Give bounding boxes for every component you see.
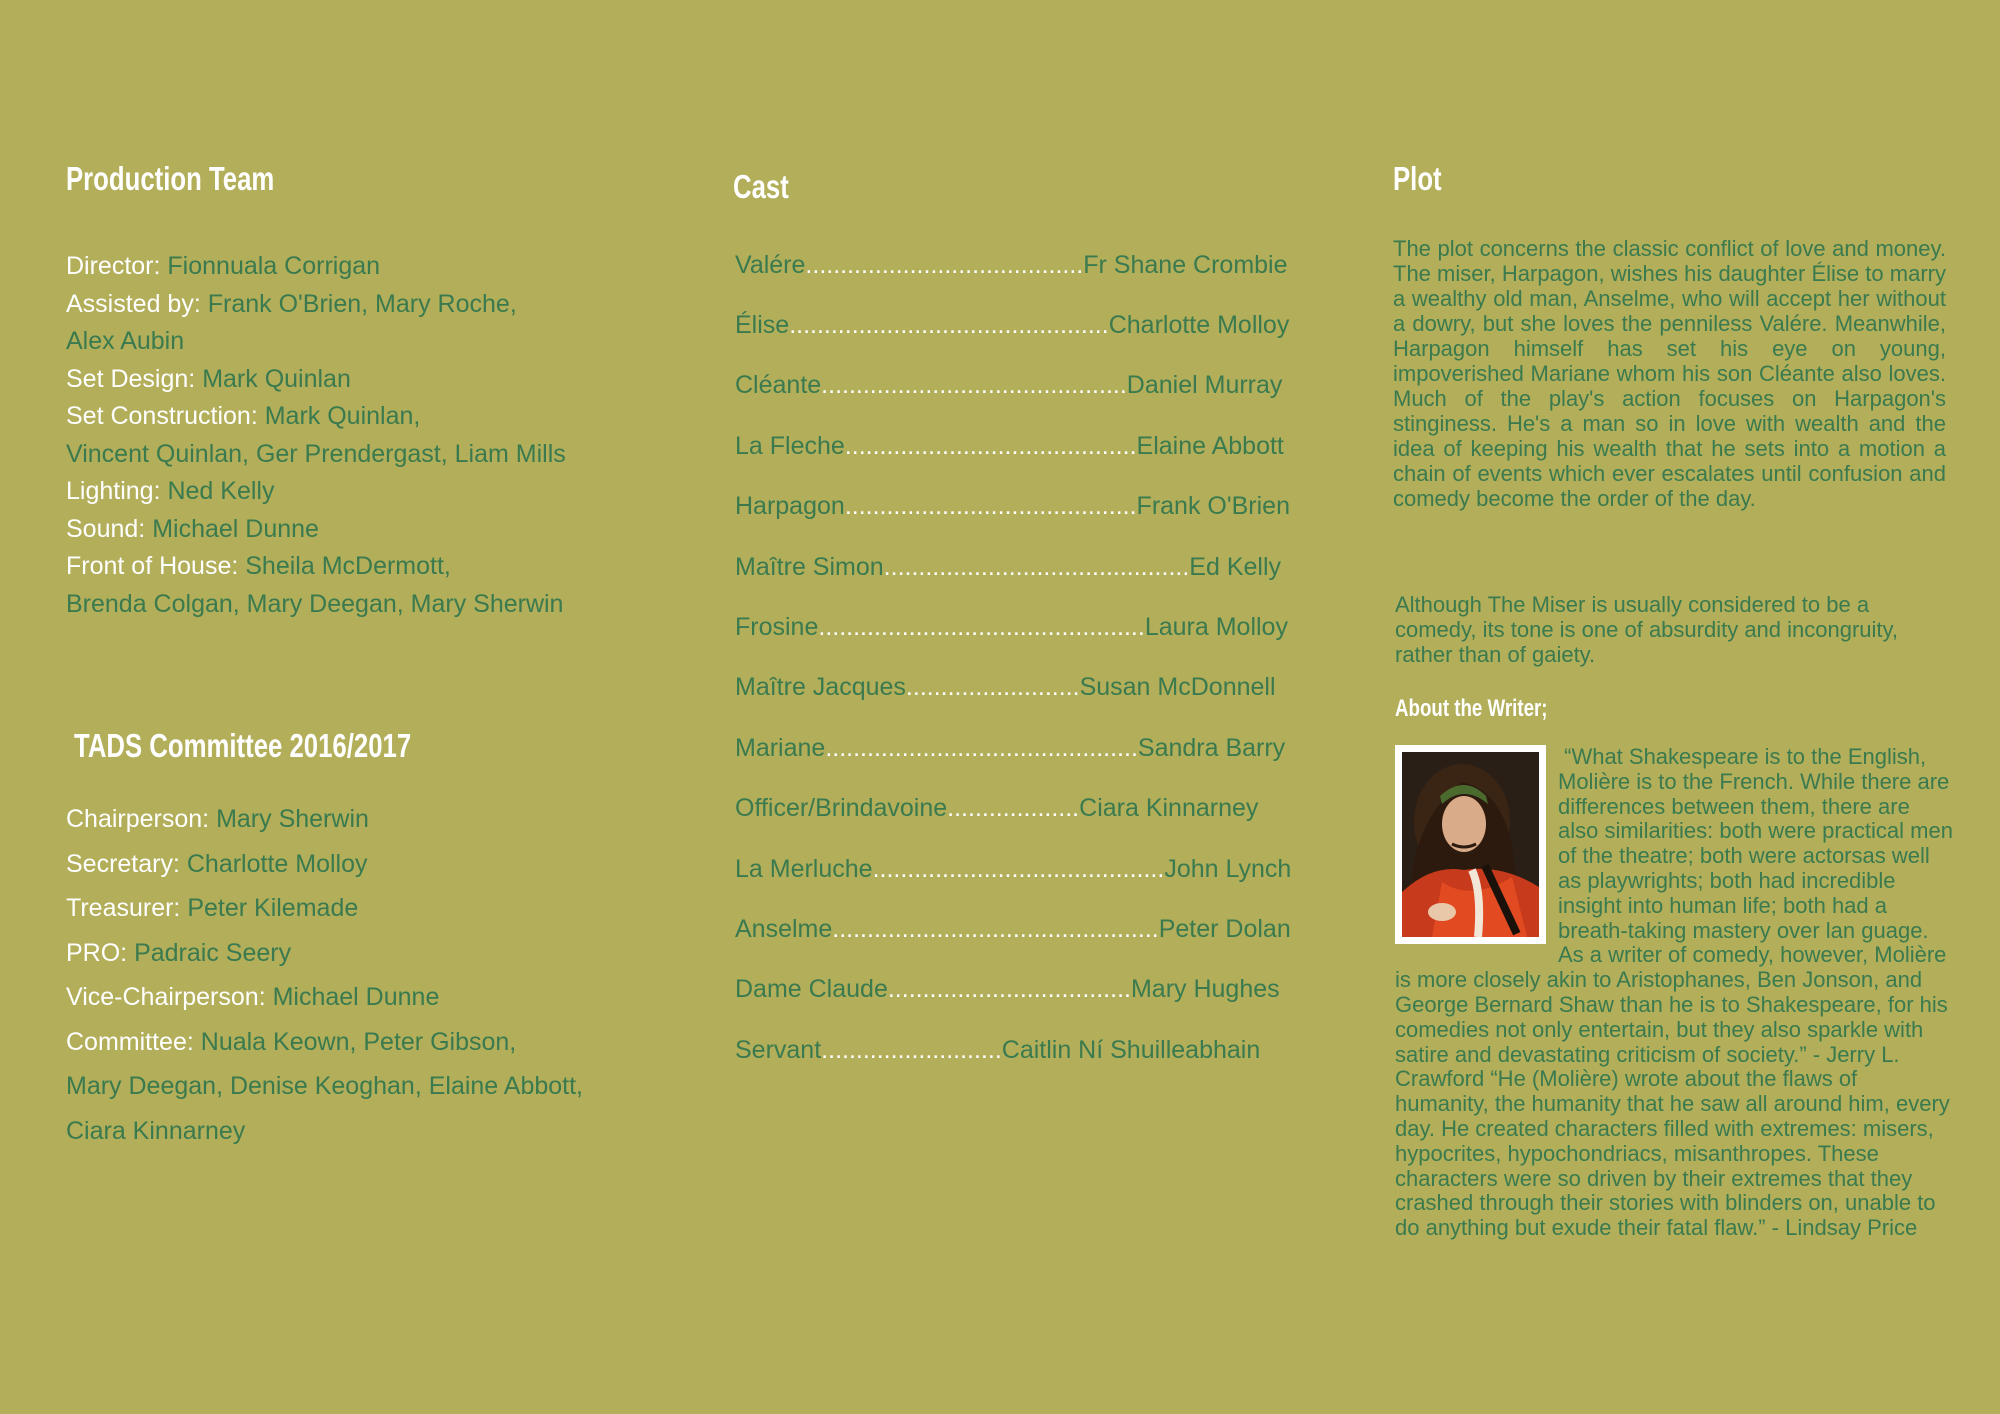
cast-dot-leader: ................... (947, 794, 1080, 823)
production-line-value: Sheila McDermott, (245, 552, 451, 580)
cast-row (735, 597, 1295, 657)
cast-dot-leader: ............................................... (832, 914, 1159, 943)
production-line (66, 548, 626, 586)
plot-paragraph: The plot concerns the classic conflict of love and money. The miser, Harpagon, wishes his daughter Élise to marry a wealthy old man, Anselme, who will accept her without a dowry, but she loves the penniless Valére. Meanwhile, Harpagon himself has set his eye on young, impoverished Mariane whom his son Cléante also loves. Much of the play's action focuses on Harpagon's stinginess. He's a man so in love with wealth and the idea of keeping his wealth that he sets into a motion a chain of events which ever escalates until confusion and comedy become the order of the day. (1393, 236, 1946, 511)
cast-dot-leader: ........................................ (805, 250, 1084, 279)
cast-row (735, 537, 1295, 597)
cast-dot-leader: .......................................... (844, 492, 1137, 521)
cast-row (735, 718, 1295, 778)
committee-list (66, 797, 666, 1153)
cast-role: Valére (735, 250, 806, 279)
production-line (66, 323, 626, 361)
cast-row (735, 416, 1295, 476)
cast-role: Cléante (735, 371, 822, 400)
production-line-value: Fionnuala Corrigan (167, 252, 381, 280)
cast-actor: Ed Kelly (1189, 552, 1282, 581)
committee-line-value: Mary Deegan, Denise Keoghan, Elaine Abbott, (66, 1072, 584, 1100)
committee-line (66, 797, 666, 842)
cast-row (735, 899, 1295, 959)
cast-row (735, 295, 1295, 355)
cast-actor: Daniel Murray (1126, 371, 1283, 400)
cast-actor: Sandra Barry (1137, 733, 1286, 762)
about-writer-heading: About the Writer; (1395, 695, 1548, 722)
committee-line-value: Michael Dunne (272, 983, 440, 1011)
production-line-label: Lighting: (66, 477, 168, 505)
committee-line-value: Mary Sherwin (216, 805, 369, 833)
cast-row (735, 960, 1295, 1020)
cast-heading: Cast (733, 168, 789, 205)
plot-heading: Plot (1393, 160, 1442, 197)
cast-dot-leader: ............................................... (818, 613, 1145, 642)
cast-role: Servant (735, 1035, 822, 1064)
cast-row (735, 235, 1295, 295)
committee-line (66, 975, 666, 1020)
cast-actor: Peter Dolan (1158, 914, 1291, 943)
production-line-value: Vincent Quinlan, Ger Prendergast, Liam Mills (66, 439, 566, 468)
production-line (66, 398, 626, 436)
cast-role: Mariane (735, 733, 826, 762)
about-writer-text: “What Shakespeare is to the English, Molière is to the French. While there are differences between them, there are also similarities: both were practical men of the theatre; both were actorsas well as playwrights; both had incredible insight into human life; both had a breath-taking mastery over lan guage. As a writer of comedy, however, Molière is more closely akin to Aristophanes, Ben Jonson, and George Bernard Shaw than he is to Shakespeare, for his comedies not only entertain, but they also sparkle with satire and devastating criticism of society.” - Jerry L. Crawford “He (Molière) wrote about the flaws of humanity, the humanity that he saw all around him, every day. He created characters filled with extremes: misers, hypocrites, hypochondriacs, misanthropes. These characters were so driven by their extremes that they crashed through their stories with blinders on, unable to do anything but exude their fatal flaw.” - Lindsay Price (1395, 744, 1953, 1241)
committee-line-label: Chairperson: (66, 805, 217, 833)
committee-line (66, 842, 666, 887)
cast-actor: Frank O'Brien (1136, 492, 1290, 521)
cast-actor: Ciara Kinnarney (1079, 794, 1259, 823)
committee-line-value: Peter Kilemade (187, 894, 359, 922)
committee-line (66, 886, 666, 931)
cast-row (735, 477, 1295, 537)
committee-line-value: Nuala Keown, Peter Gibson, (200, 1027, 517, 1056)
production-line-value: Alex Aubin (66, 327, 185, 355)
production-line-label: Assisted by: (66, 289, 208, 318)
cast-dot-leader: ............................................. (825, 733, 1138, 762)
production-line (66, 436, 626, 474)
committee-heading: TADS Committee 2016/2017 (74, 727, 412, 764)
production-line (66, 586, 626, 624)
cast-role: Maître Simon (735, 552, 884, 581)
committee-line (66, 1064, 666, 1109)
committee-line (66, 1109, 666, 1154)
cast-actor: Fr Shane Crombie (1083, 250, 1288, 279)
cast-dot-leader: .............................................. (789, 311, 1109, 340)
cast-role: Dame Claude (735, 975, 888, 1004)
production-line-value: Ned Kelly (167, 477, 275, 505)
cast-role: La Merluche (735, 854, 873, 883)
committee-line (66, 1020, 666, 1065)
committee-line-label: Vice-Chairperson: (66, 983, 273, 1011)
production-line-label: Set Design: (66, 364, 203, 393)
production-line (66, 361, 626, 399)
cast-row (735, 779, 1295, 839)
cast-dot-leader: .......................... (821, 1035, 1002, 1064)
cast-row (735, 356, 1295, 416)
cast-role: Maître Jacques (735, 673, 906, 702)
committee-line-label: Secretary: (66, 849, 187, 878)
production-line-value: Mark Quinlan (202, 364, 351, 393)
production-line-label: Front of House: (66, 552, 246, 580)
cast-actor: Caitlin Ní Shuilleabhain (1001, 1035, 1261, 1064)
cast-role: Élise (735, 311, 790, 340)
production-line-value: Mark Quinlan, (264, 402, 421, 430)
production-line-value: Frank O'Brien, Mary Roche, (207, 289, 517, 318)
cast-actor: John Lynch (1164, 854, 1292, 883)
moliere-portrait (1395, 745, 1546, 944)
production-line-label: Sound: (66, 514, 153, 543)
production-line-label: Set Construction: (66, 402, 265, 430)
cast-row (735, 658, 1295, 718)
committee-line-value: Padraic Seery (134, 938, 292, 967)
production-line-value: Brenda Colgan, Mary Deegan, Mary Sherwin (66, 589, 564, 618)
cast-row (735, 839, 1295, 899)
production-line (66, 511, 626, 549)
cast-dot-leader: ............................................ (883, 552, 1190, 581)
production-line (66, 248, 626, 286)
committee-line-value: Ciara Kinnarney (66, 1116, 246, 1145)
cast-role: Harpagon (735, 492, 845, 521)
committee-line-label: Committee: (66, 1027, 201, 1056)
production-line (66, 473, 626, 511)
committee-line-label: PRO: (66, 938, 135, 967)
cast-dot-leader: ......................... (905, 673, 1080, 702)
committee-line (66, 931, 666, 976)
cast-role: Frosine (735, 613, 819, 642)
committee-line-label: Treasurer: (66, 894, 188, 922)
cast-role: La Fleche (735, 431, 845, 460)
cast-list (735, 235, 1295, 1080)
production-team-heading: Production Team (66, 160, 275, 197)
cast-actor: Susan McDonnell (1079, 673, 1276, 702)
production-line-label: Director: (66, 252, 168, 280)
production-line-value: Michael Dunne (152, 514, 319, 543)
cast-actor: Mary Hughes (1130, 975, 1280, 1004)
production-team-list (66, 248, 626, 623)
cast-dot-leader: .......................................... (872, 854, 1165, 883)
cast-row (735, 1020, 1295, 1080)
cast-actor: Laura Molloy (1144, 613, 1288, 642)
about-writer-block (1395, 745, 1955, 1241)
plot-paragraph-tone: Although The Miser is usually considered to be a comedy, its tone is one of absurdity and incongruity, rather than of gaiety. (1395, 592, 1899, 667)
cast-dot-leader: ............................................ (821, 371, 1127, 400)
cast-role: Officer/Brindavoine (735, 794, 948, 823)
committee-line-value: Charlotte Molloy (186, 849, 368, 878)
cast-dot-leader: .......................................... (844, 431, 1137, 460)
production-line (66, 286, 626, 324)
cast-role: Anselme (735, 914, 833, 943)
cast-dot-leader: ................................... (887, 975, 1131, 1004)
cast-actor: Charlotte Molloy (1108, 311, 1290, 340)
cast-actor: Elaine Abbott (1136, 431, 1284, 460)
